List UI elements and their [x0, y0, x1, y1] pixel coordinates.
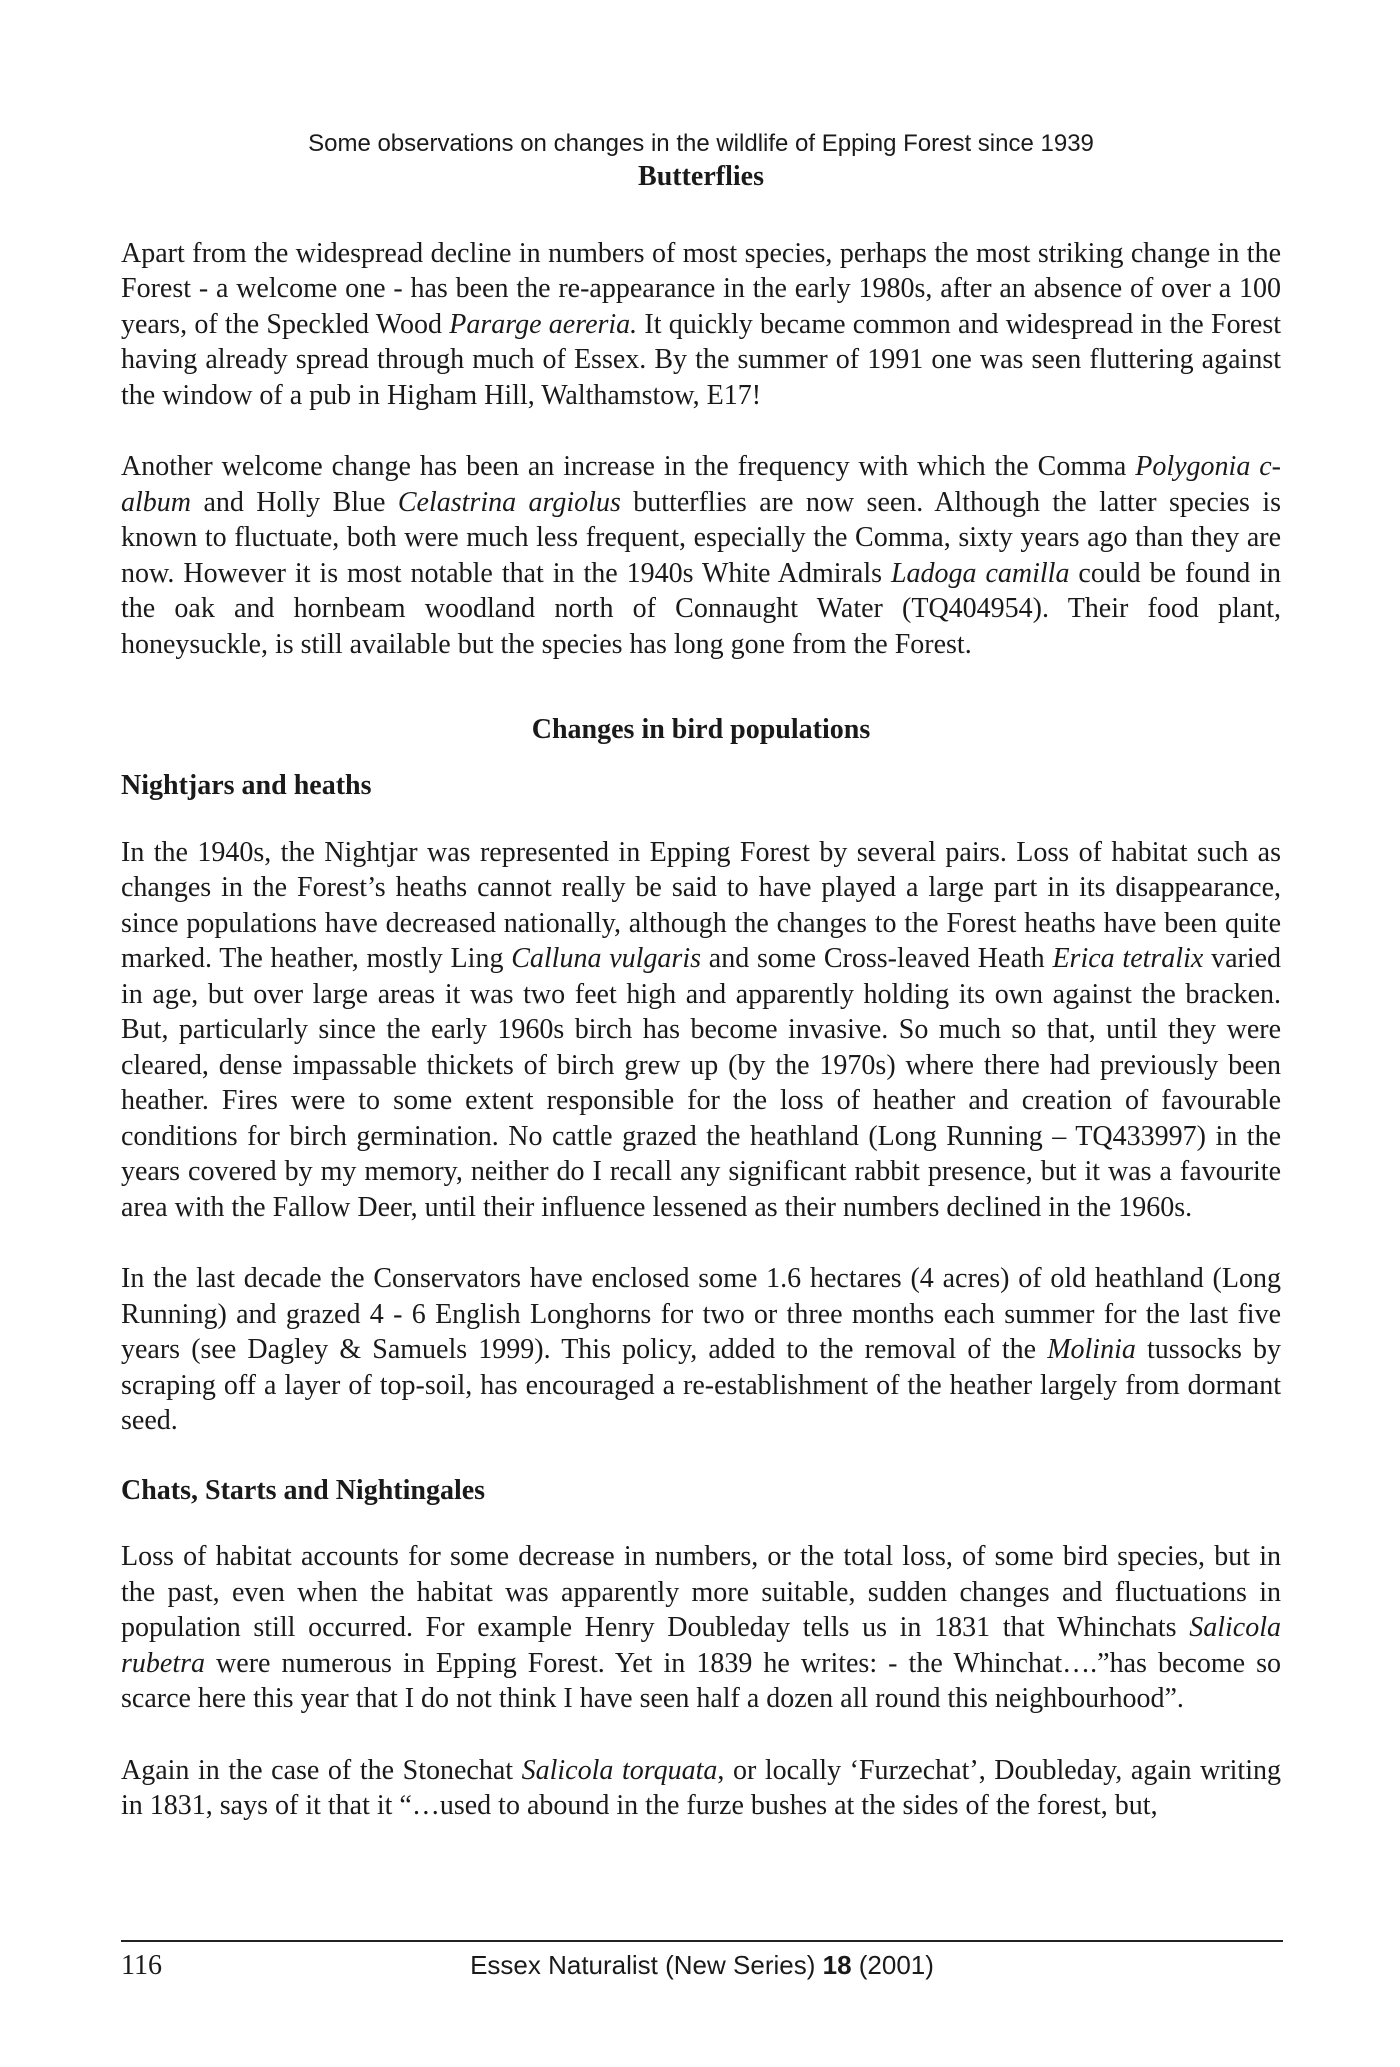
page-number: 116	[121, 1950, 162, 1981]
footer-divider	[121, 1940, 1283, 1942]
page-body	[121, 128, 1281, 1824]
species-name: Molinia	[1047, 1334, 1136, 1366]
running-title: Some observations on changes in the wildlife of Epping Forest since 1939	[308, 130, 1094, 157]
paragraph-nightjars: In the 1940s, the Nightjar was represented in Epping Forest by several pairs. Loss of habitat such as changes in the Forest’s heaths cannot really be said to have played a large part in its disappearance, since populations have decreased nationally, although the changes to the Forest heaths have been quite marked. The heather, mostly Ling Calluna vulgaris and some Cross-leaved Heath Erica tetralix varied in age, but over large areas it was two feet high and apparently holding its own against the bracken. But, particularly since the early 1960s birch has become invasive. So much so that, until they were cleared, dense impassable thickets of birch grew up (by the 1970s) where there had previously been heather. Fires were to some extent responsible for the loss of heather and creation of favourable conditions for birch germination. No cattle grazed the heathland (Long Running – TQ433997) in the years covered by my memory, neither do I recall any significant rabbit presence, but it was a favourite area with the Fallow Deer, until their influence lessened as their numbers declined in the 1960s.	[121, 836, 1282, 1223]
species-name: Erica tetralix	[1052, 943, 1204, 975]
species-name: Pararge aereria.	[449, 308, 638, 340]
paragraph-butterflies-2: Another welcome change has been an increase in the frequency with which the Comma Polygonia c-album and Holly Blue Celastrina argiolus butterflies are now seen. Although the latter species is known to fluctuate, both were much less frequent, especially the Comma, sixty years ago than they are now. However it is most notable that in the 1940s White Admirals Ladoga camilla could be found in the oak and hornbeam woodland north of Connaught Water (TQ404954). Their food plant, honeysuckle, is still available but the species has long gone from the Forest.	[121, 451, 1281, 660]
subheading-nightjars: Nightjars and heaths	[121, 770, 372, 802]
species-name: Salicola rubetra	[121, 1612, 1281, 1679]
species-name: Polygonia c-album	[121, 451, 1281, 518]
paragraph-chats: Loss of habitat accounts for some decrease in numbers, or the total loss, of some bird species, but in the past, even when the habitat was apparently more suitable, sudden changes and fluctuations in population still occurred. For example Henry Doubleday tells us in 1831 that Whinchats Salicola rubetra were numerous in Epping Forest. Yet in 1839 he writes: - the Whinchat….”has become so scarce here this year that I do not think I have seen half a dozen all round this neighbourhood”.	[121, 1541, 1281, 1715]
paragraph-stonechat: Again in the case of the Stonechat Salicola torquata, or locally ‘Furzechat’, Doubleday, again writing in 1831, says of it that it “…used to abound in the furze bushes at the sides of the forest, but,	[121, 1754, 1281, 1822]
section-title-birds: Changes in bird populations	[531, 714, 871, 746]
volume-number: 18	[822, 1950, 852, 1980]
species-name: Celastrina argiolus	[397, 486, 621, 518]
section-title-butterflies: Butterflies	[638, 161, 764, 193]
journal-citation: Essex Naturalist (New Series) 18 (2001)	[470, 1950, 934, 1980]
species-name: Salicola torquata	[521, 1754, 718, 1786]
subheading-chats: Chats, Starts and Nightingales	[121, 1474, 486, 1506]
paragraph-conservators: In the last decade the Conservators have enclosed some 1.6 hectares (4 acres) of old heathland (Long Running) and grazed 4 - 6 English Longhorns for two or three months each summer for the last five years (see Dagley & Samuels 1999). This policy, added to the removal of the Molinia tussocks by scraping off a layer of top-soil, has encouraged a re-establishment of the heather largely from dormant seed.	[121, 1263, 1281, 1437]
paragraph-butterflies-1: Apart from the widespread decline in numbers of most species, perhaps the most striking change in the Forest - a welcome one - has been the re-appearance in the early 1980s, after an absence of over a 100 years, of the Speckled Wood Pararge aereria. It quickly became common and widespread in the Forest having already spread through much of Essex. By the summer of 1991 one was seen fluttering against the window of a pub in Higham Hill, Walthamstow, E17!	[121, 237, 1282, 411]
species-name: Ladoga camilla	[890, 557, 1070, 589]
species-name: Calluna vulgaris	[511, 943, 702, 975]
page-footer	[121, 1950, 1283, 1990]
